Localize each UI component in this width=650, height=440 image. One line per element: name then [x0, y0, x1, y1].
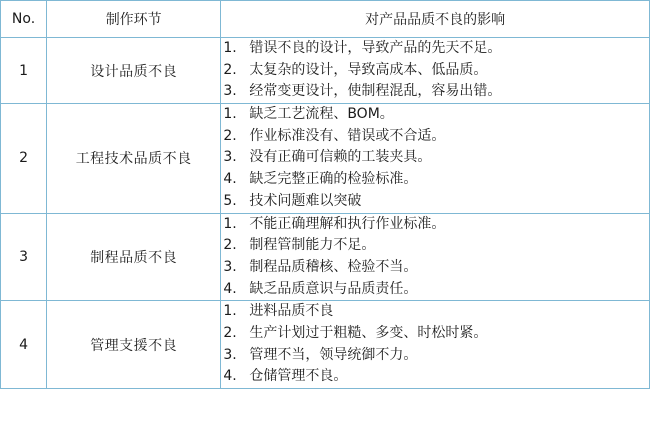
list-item-number: 4.	[223, 171, 237, 188]
list-item-text: 缺乏工艺流程、BOM。	[249, 106, 394, 123]
list-item-number: 2.	[223, 237, 237, 254]
list-item	[221, 191, 649, 213]
table-row	[1, 301, 650, 389]
list-item-text: 制程品质稽核、检验不当。	[249, 258, 418, 275]
list-item	[221, 38, 649, 60]
list-item-number: 3.	[223, 149, 237, 166]
list-item	[221, 214, 649, 236]
column-header-no: No.	[1, 1, 47, 38]
list-item	[221, 235, 649, 257]
list-item-number: 1.	[223, 106, 237, 123]
list-item	[221, 257, 649, 279]
impact-list	[221, 214, 649, 301]
row-number: 3	[1, 213, 47, 301]
list-item-number: 1.	[223, 40, 237, 56]
list-item-text: 缺乏品质意识与品质责任。	[249, 280, 418, 297]
row-number: 4	[1, 301, 47, 389]
list-item-text: 作业标准没有、错误或不合适。	[249, 127, 446, 144]
list-item-number: 3.	[223, 346, 237, 363]
row-stage: 管理支援不良	[47, 301, 221, 389]
list-item-number: 5.	[223, 192, 237, 209]
list-item-text: 生产计划过于粗糙、多变、时松时紧。	[249, 324, 488, 341]
list-item-text: 缺乏完整正确的检验标准。	[249, 171, 418, 188]
list-item-number: 1.	[223, 303, 237, 320]
list-item-number: 2.	[223, 61, 237, 78]
table-header	[1, 1, 650, 38]
impact-list	[221, 301, 649, 388]
row-number: 1	[1, 38, 47, 104]
list-item-text: 进料品质不良	[249, 303, 334, 320]
list-item-text: 经常变更设计，使制程混乱，容易出错。	[249, 83, 502, 100]
row-stage: 设计品质不良	[47, 38, 221, 104]
list-item	[221, 279, 649, 301]
list-item	[221, 169, 649, 191]
list-item	[221, 126, 649, 148]
list-item-number: 4.	[223, 280, 237, 297]
table-header-row	[1, 1, 650, 38]
list-item	[221, 366, 649, 388]
table-row	[1, 104, 650, 213]
row-impact	[221, 38, 650, 104]
list-item-text: 太复杂的设计，导致高成本、低品质。	[249, 61, 488, 78]
table-row	[1, 38, 650, 104]
list-item	[221, 81, 649, 103]
row-stage: 制程品质不良	[47, 213, 221, 301]
list-item-text: 管理不当，领导统御不力。	[249, 346, 418, 363]
column-header-stage: 制作环节	[47, 1, 221, 38]
column-header-impact: 对产品品质不良的影响	[221, 1, 650, 38]
row-impact	[221, 213, 650, 301]
impact-list	[221, 104, 649, 212]
row-number: 2	[1, 104, 47, 213]
list-item	[221, 147, 649, 169]
list-item-text: 技术问题难以突破	[249, 192, 362, 209]
row-impact	[221, 104, 650, 213]
list-item	[221, 345, 649, 367]
list-item-text: 制程管制能力不足。	[249, 237, 376, 254]
list-item	[221, 104, 649, 126]
row-impact	[221, 301, 650, 389]
list-item	[221, 60, 649, 82]
list-item-text: 仓储管理不良。	[249, 368, 348, 385]
list-item-number: 3.	[223, 83, 237, 100]
list-item-number: 3.	[223, 258, 237, 275]
list-item-number: 4.	[223, 368, 237, 385]
impact-list	[221, 38, 649, 103]
list-item-number: 1.	[223, 215, 237, 232]
list-item-text: 错误不良的设计，导致产品的先天不足。	[249, 40, 502, 56]
list-item-text: 没有正确可信赖的工装夹具。	[249, 149, 432, 166]
list-item	[221, 323, 649, 345]
list-item-number: 2.	[223, 127, 237, 144]
list-item	[221, 301, 649, 323]
table-body	[1, 38, 650, 389]
table-row	[1, 213, 650, 301]
list-item-number: 2.	[223, 324, 237, 341]
row-stage: 工程技术品质不良	[47, 104, 221, 213]
list-item-text: 不能正确理解和执行作业标准。	[249, 215, 446, 232]
